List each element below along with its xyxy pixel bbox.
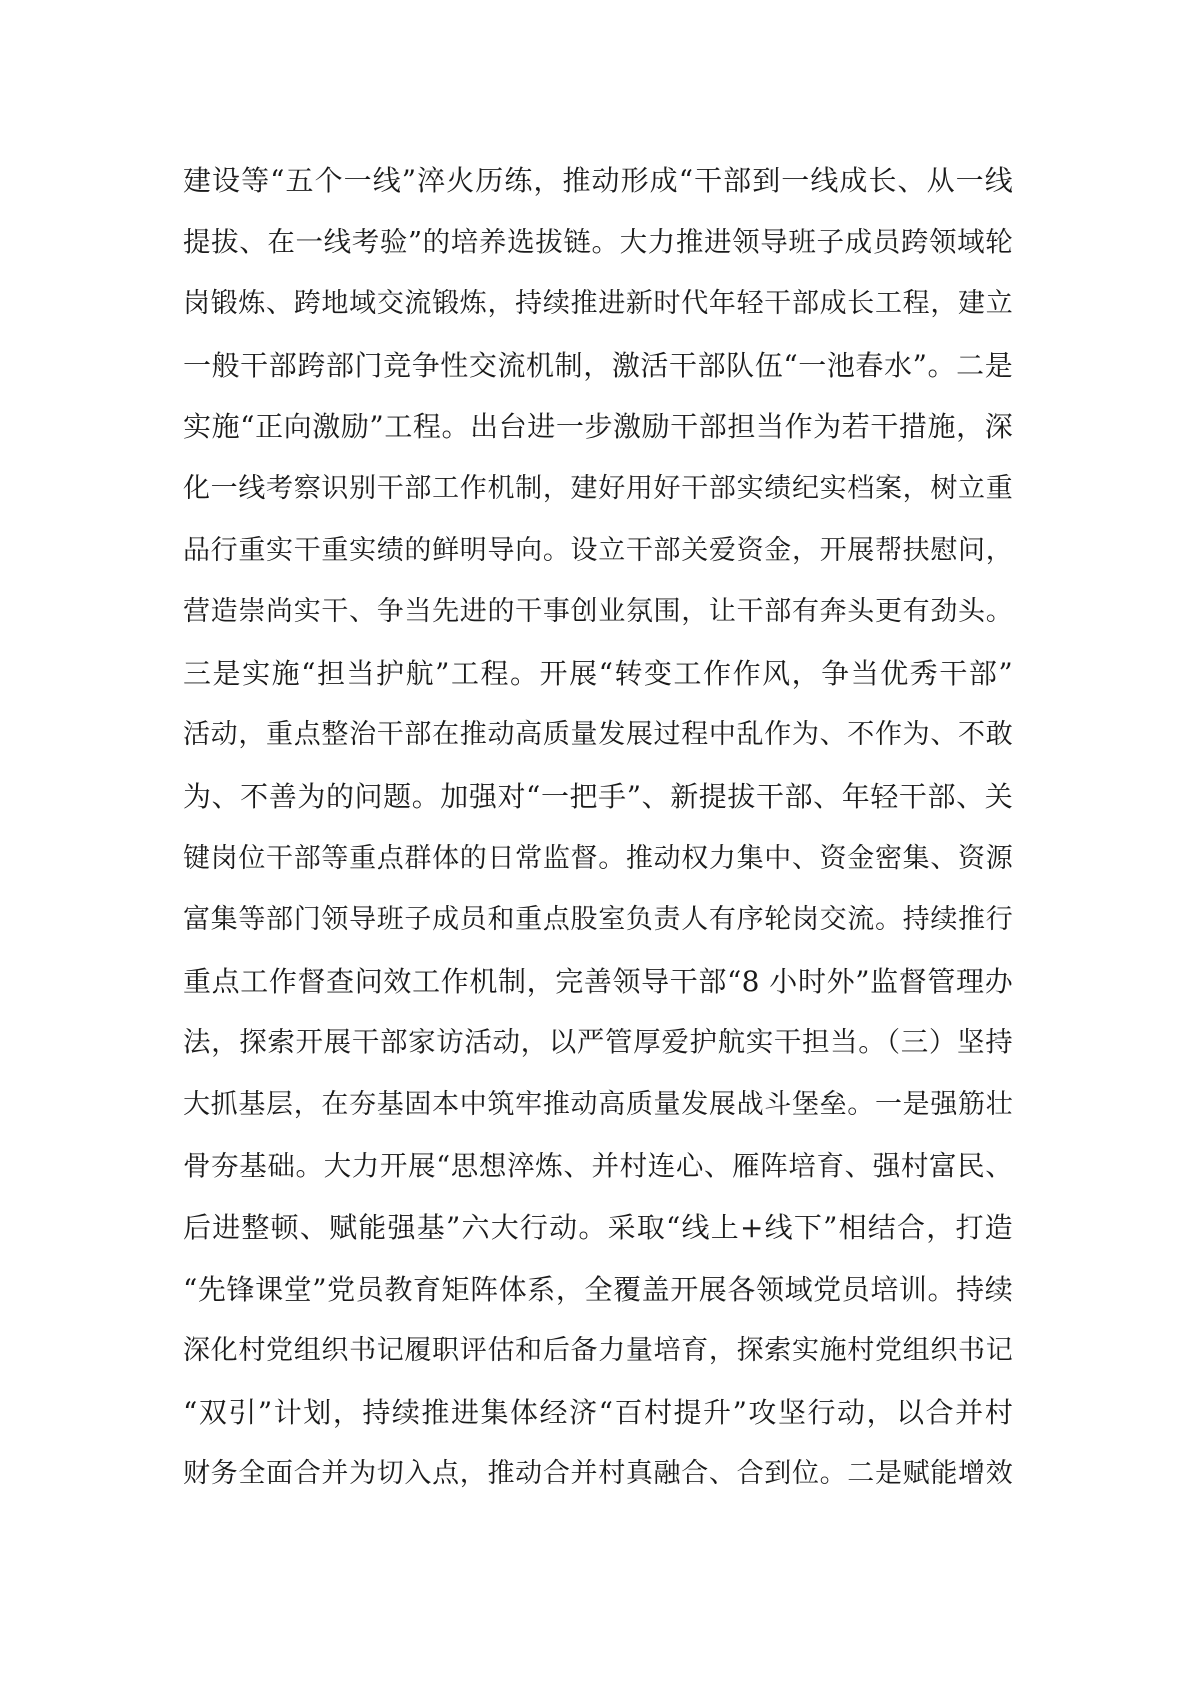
text-line: 品行重实干重实绩的鲜明导向。设立干部关爱资金，开展帮扶慰问， [183, 534, 1013, 566]
text-line: 为、不善为的问题。加强对“一把手”、新提拔干部、年轻干部、关 [183, 779, 1013, 813]
text-line: 一般干部跨部门竞争性交流机制，激活干部队伍“一池春水”。二是 [183, 348, 1013, 382]
text-line: 实施“正向激励”工程。出台进一步激励干部担当作为若干措施，深 [183, 410, 1013, 444]
text-line: 三是实施“担当护航”工程。开展“转变工作作风，争当优秀干部” [183, 656, 1013, 690]
text-line: 大抓基层，在夯基固本中筑牢推动高质量发展战斗堡垒。一是强筋壮 [183, 1088, 1013, 1120]
text-line: 骨夯基础。大力开展“思想淬炼、并村连心、雁阵培育、强村富民、 [183, 1149, 1013, 1182]
text-line: 深化村党组织书记履职评估和后备力量培育，探索实施村党组织书记 [183, 1335, 1013, 1367]
text-line: “双引”计划，持续推进集体经济“百村提升”攻坚行动，以合并村 [183, 1395, 1013, 1429]
text-line: “先锋课堂”党员教育矩阵体系，全覆盖开展各领域党员培训。持续 [183, 1272, 1013, 1306]
text-line: 提拔、在一线考验”的培养选拔链。大力推进领导班子成员跨领域轮 [183, 225, 1013, 258]
text-line: 建设等“五个一线”淬火历练，推动形成“干部到一线成长、从一线 [183, 164, 1013, 197]
text-line: 富集等部门领导班子成员和重点股室负责人有序轮岗交流。持续推行 [183, 904, 1013, 936]
text-line: 营造崇尚实干、争当先进的干事创业氛围，让干部有奔头更有劲头。 [183, 596, 1013, 628]
text-line: 重点工作督查问效工作机制，完善领导干部“8 小时外”监督管理办 [183, 964, 1013, 998]
text-line: 法，探索开展干部家访活动，以严管厚爱护航实干担当。（三）坚持 [183, 1026, 1013, 1059]
body-text [183, 150, 1013, 1505]
text-line: 后进整顿、赋能强基”六大行动。采取“线上+线下”相结合，打造 [183, 1211, 1013, 1245]
text-line: 财务全面合并为切入点，推动合并村真融合、合到位。二是赋能增效 [183, 1458, 1013, 1490]
text-line: 岗锻炼、跨地域交流锻炼，持续推进新时代年轻干部成长工程，建立 [183, 288, 1013, 320]
text-line: 化一线考察识别干部工作机制，建好用好干部实绩纪实档案，树立重 [183, 472, 1013, 504]
text-line: 键岗位干部等重点群体的日常监督。推动权力集中、资金密集、资源 [183, 842, 1013, 874]
text-line: 活动，重点整治干部在推动高质量发展过程中乱作为、不作为、不敢 [183, 719, 1013, 751]
